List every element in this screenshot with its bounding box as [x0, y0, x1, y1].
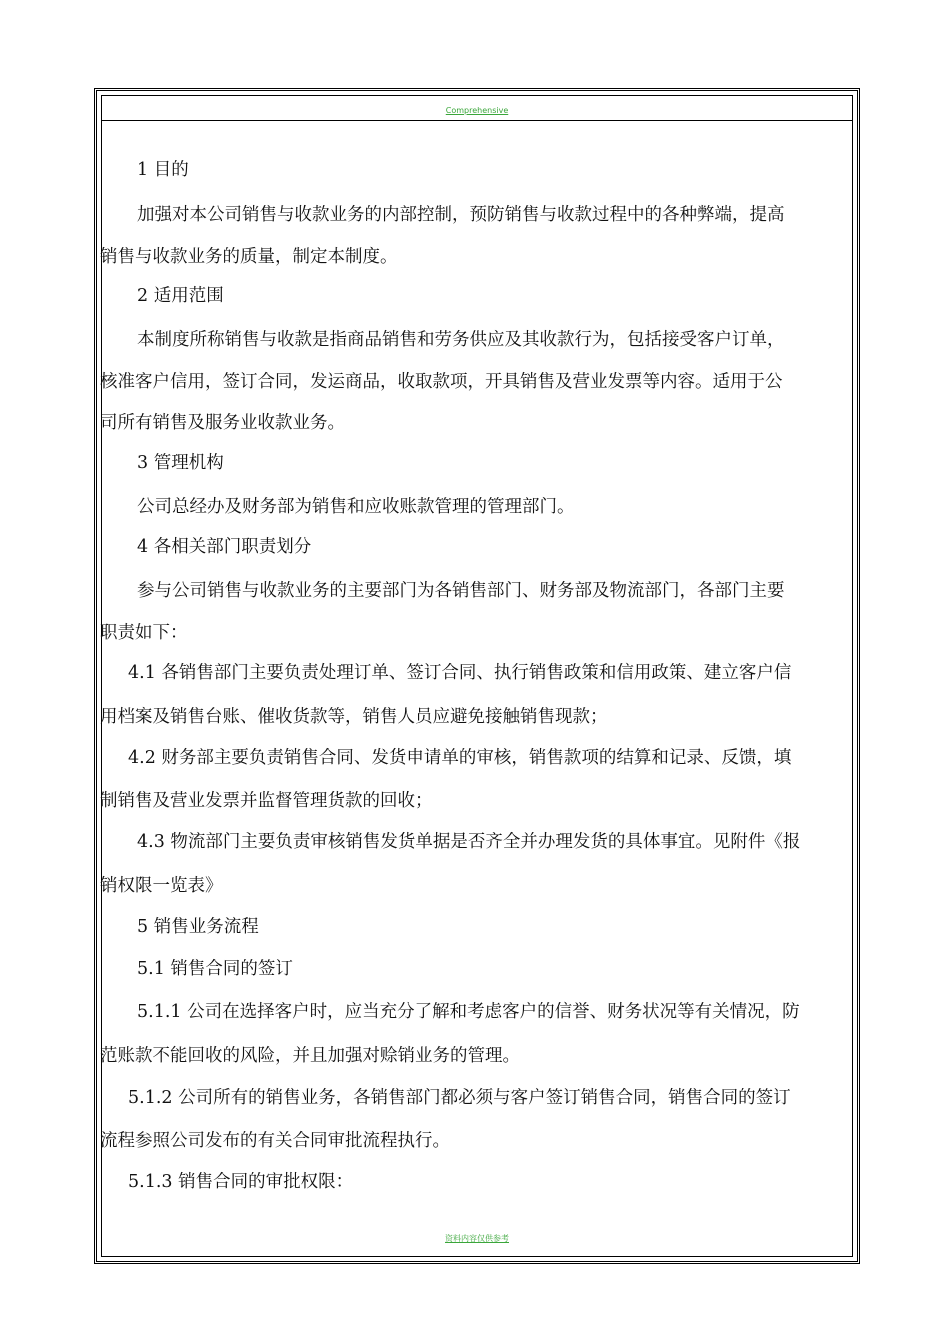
section-heading: 2 适用范围 — [137, 286, 224, 306]
paragraph-line: 职责如下： — [100, 623, 188, 643]
footer-text: 资料内容仅供参考 — [445, 1234, 509, 1243]
paragraph-line: 司所有销售及服务业收款业务。 — [100, 413, 345, 433]
paragraph-line: 本制度所称销售与收款是指商品销售和劳务供应及其收款行为，包括接受客户订单， — [137, 330, 785, 350]
paragraph-line: 4.1 各销售部门主要负责处理订单、签订合同、执行销售政策和信用政策、建立客户信 — [128, 663, 792, 683]
paragraph-line: 制销售及营业发票并监督管理货款的回收； — [100, 791, 433, 811]
paragraph-line: 流程参照公司发布的有关合同审批流程执行。 — [100, 1131, 450, 1151]
section-heading: 5.1 销售合同的签订 — [137, 959, 293, 979]
paragraph-line: 5.1.2 公司所有的销售业务，各销售部门都必须与客户签订销售合同，销售合同的签订 — [128, 1088, 791, 1108]
paragraph-line: 销权限一览表》 — [100, 876, 223, 896]
paragraph-line: 销售与收款业务的质量，制定本制度。 — [100, 247, 398, 267]
header-text: Comprehensive — [445, 106, 509, 115]
paragraph-line: 5.1.3 销售合同的审批权限： — [128, 1172, 354, 1192]
section-heading: 4 各相关部门职责划分 — [137, 537, 312, 557]
paragraph-line: 核准客户信用，签订合同，发运商品，收取款项，开具销售及营业发票等内容。适用于公 — [100, 372, 783, 392]
section-heading: 3 管理机构 — [137, 453, 224, 473]
paragraph-line: 公司总经办及财务部为销售和应收账款管理的管理部门。 — [137, 497, 575, 517]
paragraph-line: 加强对本公司销售与收款业务的内部控制，预防销售与收款过程中的各种弊端，提高 — [137, 205, 785, 225]
paragraph-line: 用档案及销售台账、催收货款等，销售人员应避免接触销售现款； — [100, 707, 608, 727]
paragraph-line: 参与公司销售与收款业务的主要部门为各销售部门、财务部及物流部门，各部门主要 — [137, 581, 785, 601]
paragraph-line: 4.3 物流部门主要负责审核销售发货单据是否齐全并办理发货的具体事宜。见附件《报 — [137, 832, 801, 852]
header-rule — [102, 120, 852, 121]
section-heading: 1 目的 — [137, 160, 189, 180]
section-heading: 5 销售业务流程 — [137, 917, 259, 937]
paragraph-line: 4.2 财务部主要负责销售合同、发货申请单的审核，销售款项的结算和记录、反馈，填 — [128, 748, 792, 768]
paragraph-line: 范账款不能回收的风险，并且加强对赊销业务的管理。 — [100, 1046, 520, 1066]
paragraph-line: 5.1.1 公司在选择客户时，应当充分了解和考虑客户的信誉、财务状况等有关情况，防 — [137, 1002, 800, 1022]
